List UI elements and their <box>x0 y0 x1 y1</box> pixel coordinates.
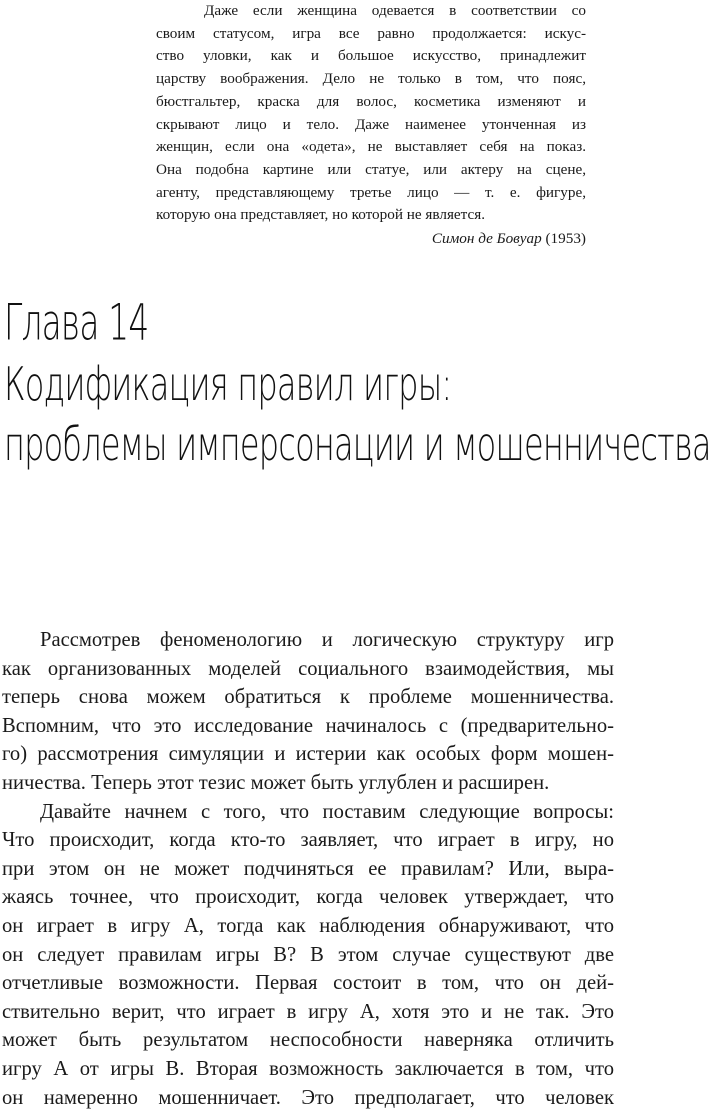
body-line: Рассмотрев феноменологию и логическую структуру игр <box>2 626 614 655</box>
body-line: Что происходит, когда кто-то заявляет, что играет в игру, но <box>2 826 614 855</box>
epigraph <box>156 0 586 251</box>
body-line: он играет в игру А, тогда как наблюдения обнаруживают, что <box>2 912 614 941</box>
body-line: жаясь точнее, что происходит, когда человек утверждает, что <box>2 883 614 912</box>
epigraph-line: бюстгальтер, краска для волос, косметика изменяют и <box>156 91 586 114</box>
body-line: как организованных моделей социального взаимодействия, мы <box>2 655 614 684</box>
chapter-heading <box>4 298 616 462</box>
body-line: ничества. Теперь этот тезис может быть углублен и расширен. <box>2 769 614 798</box>
epigraph-line: которую она представляет, но которой не является. <box>156 204 586 227</box>
body-line: игру А от игры В. Вторая возможность заключается в том, что <box>2 1055 614 1084</box>
epigraph-year: (1953) <box>546 230 587 247</box>
body-line: Давайте начнем с того, что поставим следующие вопросы: <box>2 798 614 827</box>
chapter-title-line-1: Кодификация правил игры: <box>4 362 494 408</box>
epigraph-line: Даже если женщина одевается в соответствии со <box>156 0 586 23</box>
body-line: ствительно верит, что играет в игру А, хотя это и не так. Это <box>2 998 614 1027</box>
epigraph-line: ство уловки, как и большое искусство, принадлежит <box>156 45 586 68</box>
body-line: отчетливые возможности. Первая состоит в том, что он дей- <box>2 969 614 998</box>
body-line: Вспомним, что это исследование начиналось с (предварительно- <box>2 712 614 741</box>
epigraph-attribution <box>156 228 586 251</box>
epigraph-line: Она подобна картине или статуе, или актеру на сцене, <box>156 159 586 182</box>
epigraph-line: скрывают лицо и тело. Даже наименее утонченная из <box>156 114 586 137</box>
body-line: он следует правилам игры В? В этом случае существуют две <box>2 941 614 970</box>
body-line: при этом он не может подчиняться ее правилам? Или, выра- <box>2 855 614 884</box>
epigraph-line: царству воображения. Дело не только в том, что пояс, <box>156 68 586 91</box>
body-line: го) рассмотрения симуляции и истерии как особых форм мошен- <box>2 740 614 769</box>
chapter-title-line-2: проблемы имперсонации и мошенничества <box>4 422 494 468</box>
body-line: он намеренно мошенничает. Это предполагает, что человек <box>2 1084 614 1112</box>
body-text <box>2 626 614 1112</box>
epigraph-line: женщин, если она «одета», не выставляет себя на показ. <box>156 136 586 159</box>
body-line: может быть результатом неспособности наверняка отличить <box>2 1026 614 1055</box>
epigraph-author: Симон де Бовуар <box>432 230 542 247</box>
epigraph-line: агенту, представляющему третье лицо — т. е. фигуре, <box>156 182 586 205</box>
chapter-label: Глава 14 <box>4 298 481 348</box>
epigraph-line: своим статусом, игра все равно продолжается: искус- <box>156 23 586 46</box>
body-line: теперь снова можем обратиться к проблеме мошенничества. <box>2 683 614 712</box>
